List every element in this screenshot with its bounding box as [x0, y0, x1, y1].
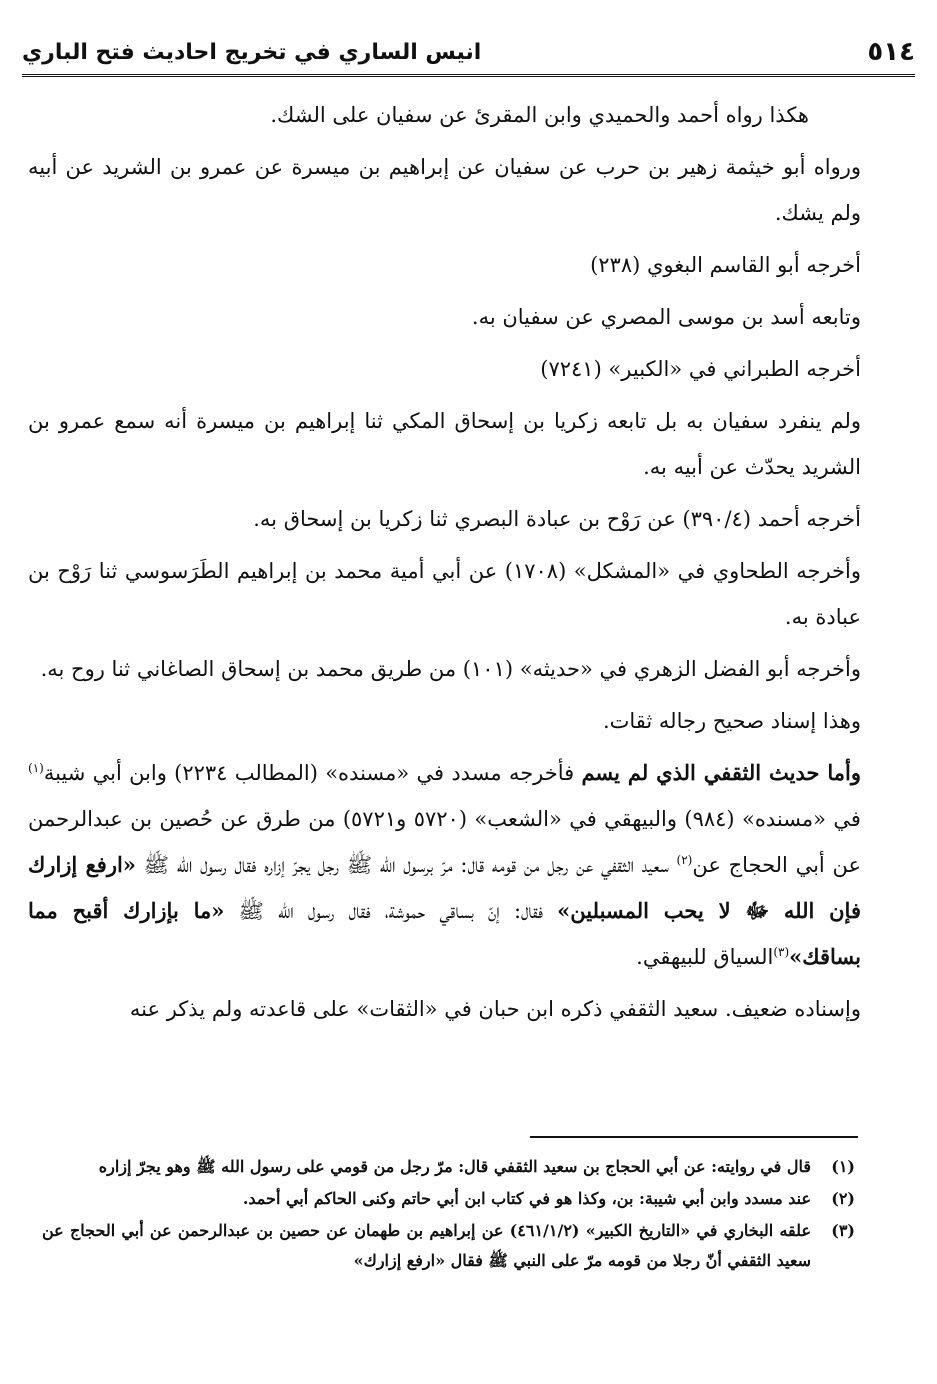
- paragraph: وأخرجه أبو الفضل الزهري في «حديثه» (١٠١) من طريق محمد بن إسحاق الصاغاني ثنا روح به.: [40, 657, 861, 681]
- paragraph: أخرجه أحمد (٣٩٠/٤) عن رَوْح بن عبادة البصري ثنا زكريا بن إسحاق به.: [253, 507, 861, 531]
- footnote-ref[interactable]: (٢): [676, 853, 693, 867]
- footnote-number: (٣): [831, 1221, 855, 1240]
- footnote-text: علقه البخاري في «التاريخ الكبير» (٤٦١/١/٢) عن إبراهيم بن طهمان عن حصين بن عبدالرحمن عن أبي الحجاج عن سعيد الثقفي أنّ رجلا من قومه مرّ على النبي ﷺ فقال «ارفع إزارك»: [42, 1221, 811, 1270]
- text-run: فقال: إنّ بساقي حموشة، فقال رسول الله ﷺ: [224, 899, 558, 923]
- bold-heading-phrase: وأما حديث الثقفي الذي لم يسم: [581, 760, 861, 785]
- footnote-number: (٢): [831, 1189, 855, 1208]
- footnotes: [42, 1152, 855, 1278]
- footnote-ref[interactable]: (٣): [773, 945, 790, 959]
- footnote: [42, 1184, 855, 1214]
- footnote-text: قال في روايته: عن أبي الحجاج بن سعيد الثقفي قال: مرّ رجل من قومي على رسول الله ﷺ وهو يجرّ إزاره: [98, 1157, 811, 1176]
- paragraph: وإسناده ضعيف. سعيد الثقفي ذكره ابن حبان في «الثقات» على قاعدته ولم يذكر عنه: [129, 997, 861, 1021]
- paragraph: ولم ينفرد سفيان به بل تابعه زكريا بن إسحاق المكي ثنا إبراهيم بن ميسرة أنه سمع عمرو بن الشريد يحدّث عن أبيه به.: [28, 409, 861, 479]
- paragraph: أخرجه أبو القاسم البغوي (٢٣٨): [590, 253, 861, 277]
- footnote-text: عند مسدد وابن أبي شيبة: بن، وكذا هو في كتاب ابن أبي حاتم وكنى الحاكم أبي أحمد.: [242, 1189, 811, 1208]
- text-run: السياق للبيهقي.: [636, 945, 774, 969]
- text-run: في «مسنده» (٩٨٤) والبيهقي في «الشعب» (٥٧٢٠ و٥٧٢١) من طرق عن حُصين بن عبدالرحمن عن أبي الحجاج عن: [28, 807, 861, 877]
- paragraph: وأخرجه الطحاوي في «المشكل» (١٧٠٨) عن أبي أمية محمد بن إبراهيم الطَرَسوسي ثنا رَوْح بن عبادة به.: [28, 559, 861, 629]
- footnote-ref[interactable]: (١): [28, 761, 44, 775]
- footnote-divider: [530, 1136, 858, 1138]
- text-run: سعيد الثقفي عن رجل من قومه قال: مرّ برسول الله ﷺ رجل يجرّ إزاره فقال رسول الله ﷺ: [135, 853, 677, 877]
- paragraph: أخرجه الطبراني في «الكبير» (٧٢٤١): [540, 357, 861, 381]
- paragraph: هكذا رواه أحمد والحميدي وابن المقرئ عن سفيان على الشك.: [270, 103, 809, 127]
- hadith-quote: «ما بإزارك أقبح مما بساقك»: [28, 898, 861, 969]
- footnote: [42, 1216, 855, 1276]
- page-header: [22, 30, 915, 77]
- main-text: [28, 92, 861, 1038]
- paragraph: ورواه أبو خيثمة زهير بن حرب عن سفيان عن إبراهيم بن ميسرة عن عمرو بن الشريد عن أبيه ولم يشك.: [28, 155, 861, 225]
- paragraph: وتابعه أسد بن موسى المصري عن سفيان به.: [471, 305, 861, 329]
- hadith-quote: «ارفع إزارك فإن الله ﷻ لا يحب المسبلين»: [28, 852, 861, 923]
- book-title: انيس الساري في تخريج احاديث فتح الباري: [22, 39, 482, 65]
- paragraph: وهذا إسناد صحيح رجاله ثقات.: [602, 709, 861, 733]
- paragraph: [28, 750, 861, 980]
- footnote: [42, 1152, 855, 1182]
- footnote-number: (١): [831, 1157, 855, 1176]
- page-number: ٥١٤: [867, 37, 915, 67]
- text-run: فأخرجه مسدد في «مسنده» (المطالب ٢٢٣٤) وابن أبي شيبة: [43, 761, 582, 785]
